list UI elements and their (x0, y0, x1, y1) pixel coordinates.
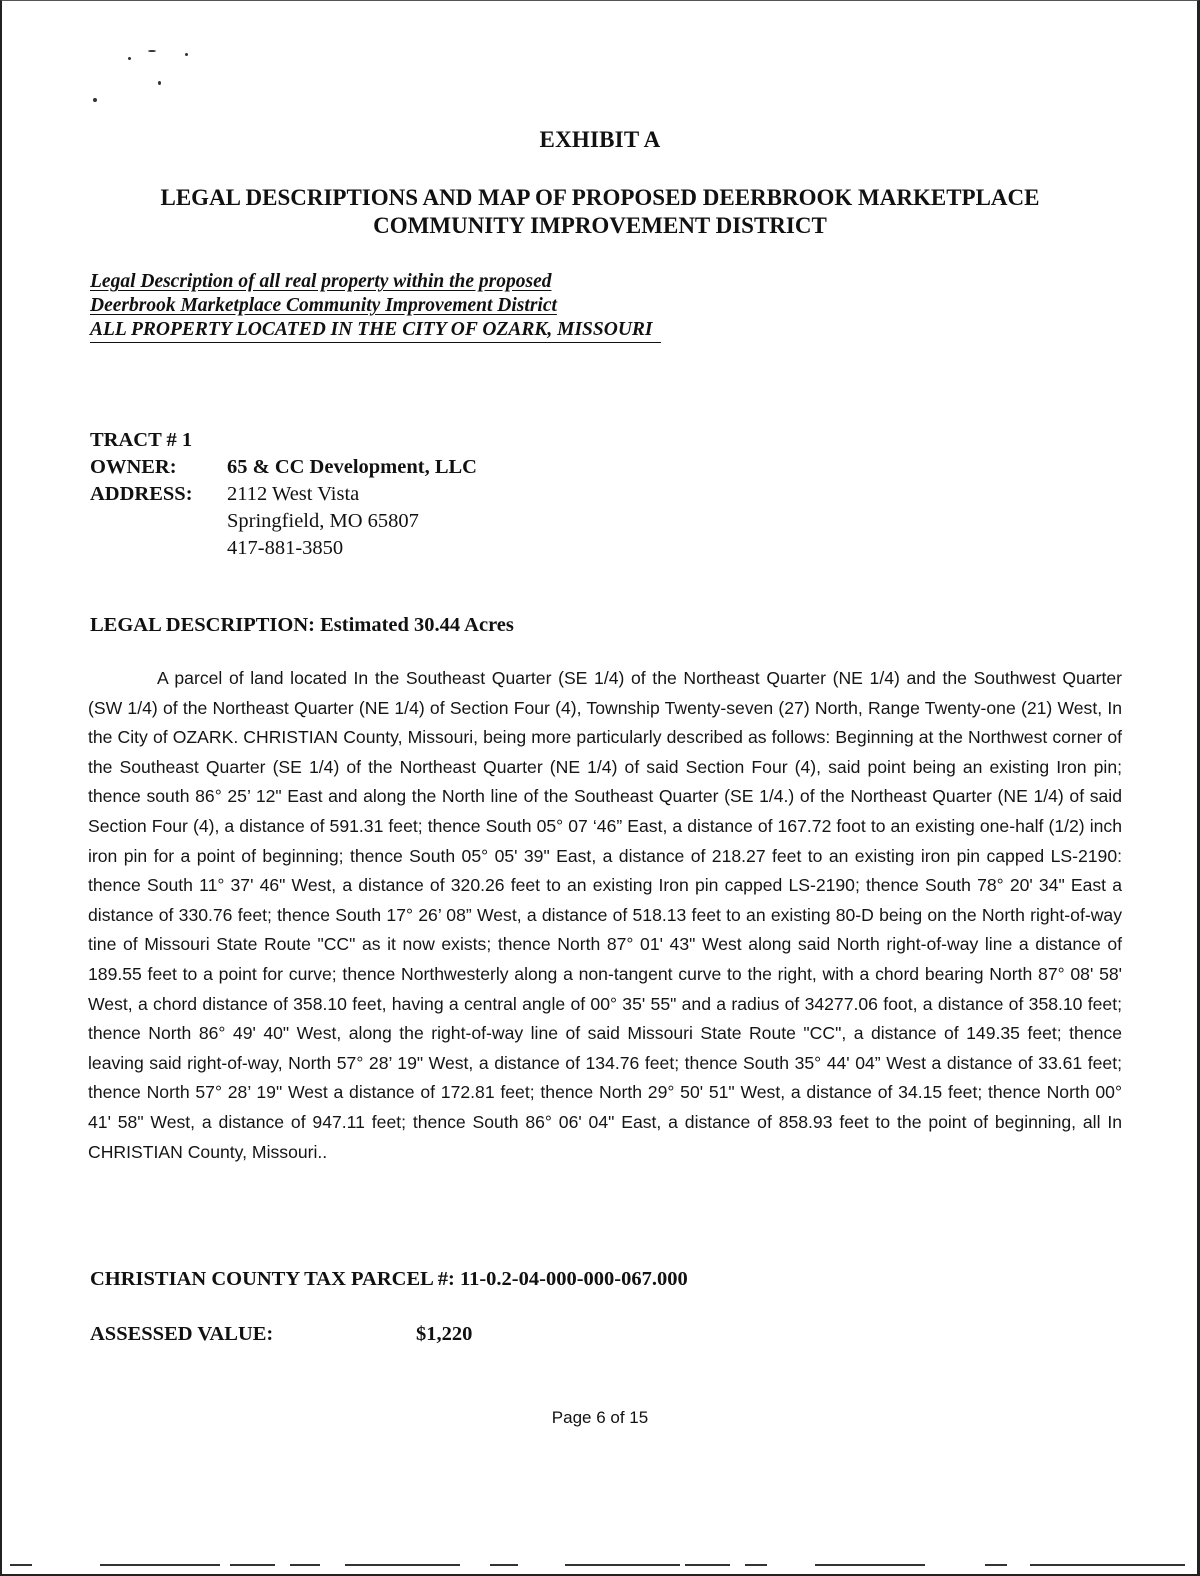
legal-description-heading: LEGAL DESCRIPTION: Estimated 30.44 Acres (90, 614, 514, 636)
page-number: Page 6 of 15 (551, 1408, 649, 1427)
assessed-value: $1,220 (416, 1323, 473, 1345)
assessed-value-label: ASSESSED VALUE: (90, 1323, 274, 1345)
owner-value: 65 & CC Development, LLC (227, 456, 477, 478)
address-label: ADDRESS: (90, 483, 193, 505)
address-line-3: 417-881-3850 (227, 537, 344, 559)
bottom-rule (0, 1556, 1200, 1576)
exhibit-heading: EXHIBIT A (539, 127, 661, 152)
scan-specks (85, 45, 205, 115)
document-title (0, 184, 1200, 240)
subheading-line-1: Legal Description of all real property within the proposed (90, 271, 552, 292)
assessed-value-row (90, 1323, 472, 1346)
legal-description-text: A parcel of land located In the Southeast Quarter (SE 1/4) of the Northeast Quarter (NE 1/4) and the Southwest Quarter (SW 1/4) of the Northeast Quarter (NE 1/4) of Section Four (4), Township Twenty-seven (27) North, Range Twenty-one (21) West, In the City of OZARK. CHRISTIAN County, Missouri, being more particularly described as follows: Beginning at the Northwest corner of the Southeast Quarter (SE 1/4) of the Northeast Quarter (NE 1/4) of said Section Four (4), said point being an existing Iron pin; thence south 86° 25’ 12" East and along the North line of the Southeast Quarter (SE 1/4.) of the Northeast Quarter (NE 1/4) of said Section Four (4), a distance of 591.31 feet; thence South 05° 07 ‘46” East, a distance of 167.72 foot to an existing one-half (1/2) inch iron pin for a point of beginning; thence South 05° 05' 39" East, a distance of 218.27 feet to an existing iron pin capped LS-2190: thence South 11° 37' 46" West, a distance of 320.26 feet to an existing Iron pin capped LS-2190; thence South 78° 20' 34" East a distance of 330.76 feet; thence South 17° 26’ 08” West, a distance of 518.13 feet to an existing 80-D being on the North right-of-way tine of Missouri State Route "CC" as it now exists; thence North 87° 01' 43" West along said North right-of-way line a distance of 189.55 feet to a point for curve; thence Northwesterly along a non-tangent curve to the right, with a chord bearing North 87° 08' 58' West, a chord distance of 358.10 feet, having a central angle of 00° 35' 55" and a radius of 34277.06 foot, a distance of 358.10 feet; thence North 86° 49' 40" West, along the right-of-way line of said Missouri State Route "CC", a distance of 149.35 feet; thence leaving said right-of-way, North 57° 28’ 19" West, a distance of 134.76 feet; thence South 35° 44' 04” West a distance of 33.61 feet; thence North 57° 28’ 19" West a distance of 172.81 feet; thence North 29° 50' 51" West, a distance of 34.15 feet; thence North 00° 41' 58" West, a distance of 947.11 feet; thence South 86° 06' 04" East, a distance of 858.93 feet to the point of beginning, all In CHRISTIAN County, Missouri.. (88, 668, 1122, 1162)
address-line-2: Springfield, MO 65807 (227, 510, 419, 532)
tract-block (90, 427, 477, 562)
owner-label: OWNER: (90, 456, 177, 478)
property-subheading (90, 270, 661, 343)
title-line-1: LEGAL DESCRIPTIONS AND MAP OF PROPOSED DEERBROOK MARKETPLACE (160, 185, 1040, 210)
subheading-line-2: Deerbrook Marketplace Community Improvement District (90, 295, 557, 316)
tax-parcel: CHRISTIAN COUNTY TAX PARCEL #: 11-0.2-04-000-000-067.000 (90, 1268, 688, 1290)
tract-heading: TRACT # 1 (90, 429, 193, 451)
subheading-line-3: ALL PROPERTY LOCATED IN THE CITY OF OZARK, MISSOURI (90, 318, 661, 343)
title-line-2: COMMUNITY IMPROVEMENT DISTRICT (373, 213, 827, 238)
address-line-1: 2112 West Vista (227, 483, 360, 505)
